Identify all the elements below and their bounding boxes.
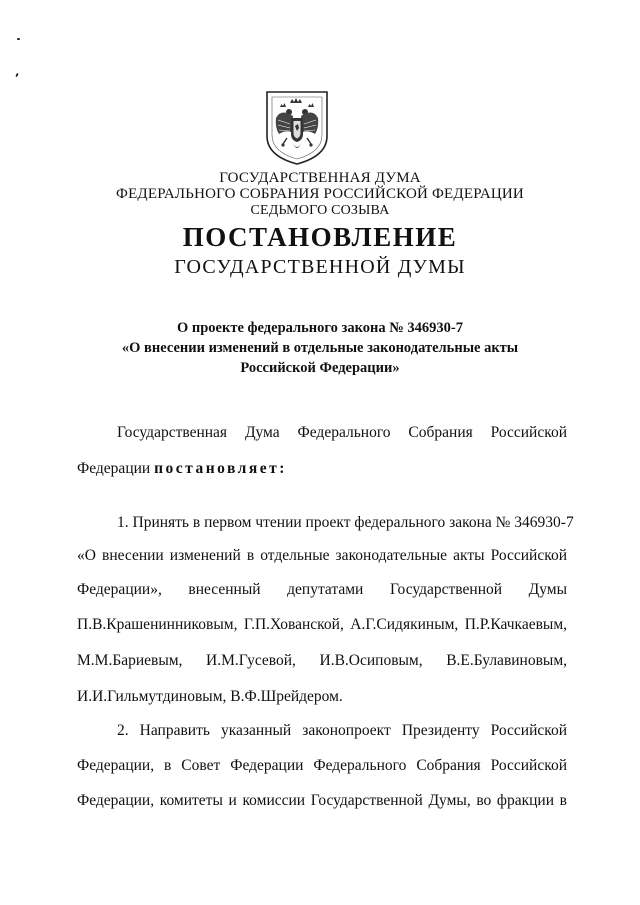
convocation-line: СЕДЬМОГО СОЗЫВА xyxy=(250,203,390,218)
paragraph-2-line-3: Федерации, комитеты и комиссии Государственной Думы, во фракции в xyxy=(77,792,567,809)
coat-of-arms-emblem xyxy=(263,90,331,166)
org-name-line-2: ФЕДЕРАЛЬНОГО СОБРАНИЯ РОССИЙСКОЙ ФЕДЕРАЦИИ xyxy=(116,186,524,202)
scan-speck xyxy=(17,38,20,40)
document-type-subtitle: ГОСУДАРСТВЕННОЙ ДУМЫ xyxy=(174,256,466,278)
paragraph-1-line-3: Федерации», внесенный депутатами Государственной Думы xyxy=(77,581,567,598)
paragraph-1-line-1: 1. Принять в первом чтении проект федерального закона № 346930-7 xyxy=(117,514,574,531)
intro-line-1: Государственная Дума Федерального Собрания Российской xyxy=(117,424,568,441)
paragraph-1-line-4: П.В.Крашенинниковым, Г.П.Хованской, А.Г.Сидякиным, П.Р.Качкаевым, xyxy=(77,616,568,633)
intro-line-2: Федерации постановляет: xyxy=(77,460,287,477)
bill-title-line-2: «О внесении изменений в отдельные законодательные акты xyxy=(121,340,519,356)
document-type-title: ПОСТАНОВЛЕНИЕ xyxy=(182,222,458,252)
paragraph-1-line-5: М.М.Бариевым, И.М.Гусевой, И.В.Осиповым, В.Е.Булавиновым, xyxy=(77,652,568,669)
paragraph-1-line-2: «О внесении изменений в отдельные законодательные акты Российской xyxy=(77,547,567,564)
resolution-verb: постановляет: xyxy=(154,460,287,477)
bill-title-line-1: О проекте федерального закона № 346930-7 xyxy=(176,320,464,336)
scan-speck xyxy=(15,73,19,77)
paragraph-2-line-1: 2. Направить указанный законопроект Президенту Российской xyxy=(117,722,568,739)
paragraph-2-line-2: Федерации, в Совет Федерации Федерального Собрания Российской xyxy=(77,757,567,774)
bill-title-line-3: Российской Федерации» xyxy=(240,360,400,376)
org-name-line-1: ГОСУДАРСТВЕННАЯ ДУМА xyxy=(219,170,421,186)
paragraph-1-line-6: И.И.Гильмутдиновым, В.Ф.Шрейдером. xyxy=(77,688,343,705)
